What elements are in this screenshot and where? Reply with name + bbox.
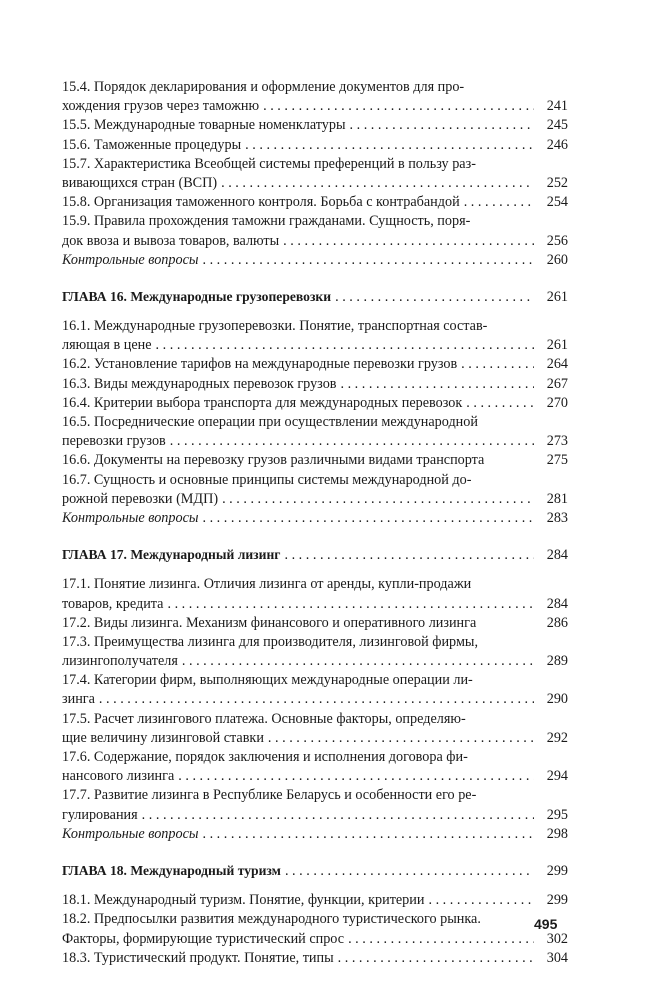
toc-line-text: 16.6. Документы на перевозку грузов различными видами транспорта <box>62 452 485 469</box>
leader-dots <box>461 355 534 374</box>
toc-line <box>62 116 568 135</box>
toc-entry <box>62 193 568 212</box>
toc-line <box>62 806 568 825</box>
toc-line <box>62 767 568 786</box>
toc-line-text: ГЛАВА 16. Международные грузоперевозки <box>62 288 332 304</box>
toc-line-text: 16.2. Установление тарифов на международные перевозки грузов <box>62 356 458 373</box>
toc-entry <box>62 116 568 135</box>
toc-page-number: 245 <box>546 117 568 134</box>
leader-dots <box>340 375 534 394</box>
leader-dots <box>263 97 534 116</box>
toc-line-text: 17.7. Развитие лизинга в Республике Беларусь и особенности его ре- <box>62 787 477 804</box>
toc-page-number: 264 <box>546 356 568 373</box>
toc-line-text: 15.4. Порядок декларирования и оформление документов для про- <box>62 79 465 95</box>
toc-line <box>62 375 568 394</box>
chapter-heading <box>62 287 568 306</box>
toc-entry <box>62 710 568 748</box>
toc-line-text: 17.5. Расчет лизингового платежа. Основные факторы, определяю- <box>62 710 466 727</box>
toc-page-number: 241 <box>546 98 568 115</box>
toc-line <box>62 575 568 594</box>
toc-line-text: 15.7. Характеристика Всеобщей системы преференций в пользу раз- <box>62 155 476 172</box>
toc-line <box>62 432 568 451</box>
toc-line-text: 16.3. Виды международных перевозок грузов <box>62 375 337 392</box>
toc-entry <box>62 394 568 413</box>
toc-page-number: 261 <box>546 288 568 305</box>
toc-line-text: 16.1. Международные грузоперевозки. Понятие, транспортная состав- <box>62 318 488 335</box>
toc-page-number: 267 <box>546 375 568 392</box>
toc-entry <box>62 614 568 633</box>
toc-line <box>62 174 568 193</box>
toc-line <box>62 786 568 805</box>
toc-line <box>62 97 568 116</box>
toc-line <box>62 949 568 968</box>
toc-line <box>62 652 568 671</box>
toc-line-text: лизингополучателя <box>62 653 178 670</box>
toc-line-text: вивающихся стран (ВСП) <box>62 174 218 191</box>
toc-line-text: 16.4. Критерии выбора транспорта для международных перевозок <box>62 394 463 411</box>
toc-line-text: перевозки грузов <box>62 433 166 450</box>
toc-page-number: 294 <box>546 768 568 785</box>
toc-entry <box>62 413 568 451</box>
toc-entry <box>62 212 568 250</box>
toc-entry <box>62 451 568 470</box>
toc-line <box>62 336 568 355</box>
toc-page-number: 273 <box>546 433 568 450</box>
toc-line-text: рожной перевозки (МДП) <box>62 490 219 507</box>
toc-page-number: 302 <box>546 930 568 947</box>
toc-line-text: хождения грузов через таможню <box>62 98 260 115</box>
toc-line <box>62 251 568 270</box>
toc-line <box>62 451 568 470</box>
toc-entry <box>62 78 568 116</box>
toc-line <box>62 471 568 490</box>
toc-page-number: 283 <box>546 509 568 526</box>
toc-line <box>62 930 568 949</box>
toc-line-text: док ввоза и вывоза товаров, валюты <box>62 232 280 249</box>
toc-page-number: 289 <box>546 653 568 670</box>
toc-line <box>62 490 568 509</box>
leader-dots <box>167 595 534 614</box>
toc-line-text: зинга <box>62 691 95 708</box>
toc-line-text: товаров, кредита <box>62 595 164 612</box>
toc-page-number: 284 <box>546 595 568 612</box>
toc-entry <box>62 375 568 394</box>
toc-page-number: 284 <box>546 547 568 564</box>
toc-line <box>62 729 568 748</box>
leader-dots <box>338 949 534 968</box>
toc-line-text: 18.2. Предпосылки развития международного туристического рынка. <box>62 911 481 928</box>
toc-line <box>62 394 568 413</box>
toc-line-text: 17.4. Категории фирм, выполняющих международные операции ли- <box>62 672 473 689</box>
toc-line <box>62 155 568 174</box>
toc-page-number: 281 <box>546 490 568 507</box>
toc-entry <box>62 136 568 155</box>
toc-line-text: ГЛАВА 17. Международный лизинг <box>62 547 281 563</box>
leader-dots <box>182 652 534 671</box>
leader-dots <box>284 546 534 565</box>
leader-dots <box>268 729 534 748</box>
toc-line-text: 15.5. Международные товарные номенклатуры <box>62 117 346 134</box>
toc-line <box>62 317 568 336</box>
toc-line-text: 15.8. Организация таможенного контроля. Борьба с контрабандой <box>62 194 460 211</box>
toc-line <box>62 710 568 729</box>
leader-dots <box>285 862 534 881</box>
toc-line-text: 15.6. Таможенные процедуры <box>62 136 242 153</box>
toc-line-text: Факторы, формирующие туристический спрос <box>62 930 345 947</box>
toc-page-number: 295 <box>546 806 568 823</box>
leader-dots <box>428 891 534 910</box>
toc-entry <box>62 910 568 948</box>
toc-page-number: 252 <box>546 174 568 191</box>
leader-dots <box>142 806 534 825</box>
toc-entry <box>62 633 568 671</box>
toc-entry <box>62 671 568 709</box>
toc-line <box>62 825 568 844</box>
chapter-heading <box>62 861 568 880</box>
review-questions-entry <box>62 825 568 844</box>
toc-entry <box>62 748 568 786</box>
chapter-heading <box>62 545 568 564</box>
toc-page-number: 275 <box>546 452 568 469</box>
toc-page-number: 299 <box>546 892 568 909</box>
toc-page-number: 299 <box>546 862 568 879</box>
toc-page-number: 290 <box>546 691 568 708</box>
toc-line <box>62 633 568 652</box>
leader-dots <box>335 288 534 307</box>
toc-line <box>62 355 568 374</box>
toc-page-number: 256 <box>546 232 568 249</box>
leader-dots <box>222 490 534 509</box>
toc-page-number: 286 <box>546 614 568 631</box>
toc-entry <box>62 949 568 968</box>
toc-line-text: ляющая в цене <box>62 337 152 354</box>
toc-line <box>62 287 568 306</box>
toc-line <box>62 78 568 97</box>
leader-dots <box>464 193 534 212</box>
toc-page-number: 260 <box>546 251 568 268</box>
toc-page-number: 261 <box>546 337 568 354</box>
toc-entry <box>62 471 568 509</box>
toc-line <box>62 690 568 709</box>
toc-line-text: 17.6. Содержание, порядок заключения и исполнения договора фи- <box>62 749 468 765</box>
toc-entry <box>62 575 568 613</box>
toc-line-text: щие величину лизинговой ставки <box>62 729 264 746</box>
toc-entry <box>62 891 568 910</box>
toc-line-text: 16.7. Сущность и основные принципы системы международной до- <box>62 471 472 488</box>
page-number: 495 <box>534 916 558 932</box>
table-of-contents <box>62 78 568 968</box>
toc-page-number: 270 <box>546 394 568 411</box>
toc-page-number: 292 <box>546 729 568 746</box>
leader-dots <box>466 394 534 413</box>
toc-line <box>62 509 568 528</box>
toc-line-text: 17.1. Понятие лизинга. Отличия лизинга от аренды, купли-продажи <box>62 576 472 593</box>
toc-entry <box>62 155 568 193</box>
toc-entry <box>62 786 568 824</box>
leader-dots <box>156 336 534 355</box>
toc-line-text: 16.5. Посреднические операции при осуществлении международной <box>62 414 478 430</box>
toc-line <box>62 232 568 251</box>
toc-line-text: Контрольные вопросы <box>62 509 199 526</box>
leader-dots <box>245 136 534 155</box>
toc-page-number: 246 <box>546 136 568 153</box>
toc-line <box>62 212 568 231</box>
toc-line-text: 17.3. Преимущества лизинга для производителя, лизинговой фирмы, <box>62 633 478 650</box>
toc-line-text: 15.9. Правила прохождения таможни гражданами. Сущность, поря- <box>62 213 471 230</box>
toc-line-text: Контрольные вопросы <box>62 251 199 268</box>
toc-line <box>62 193 568 212</box>
leader-dots <box>202 509 534 528</box>
toc-line <box>62 413 568 432</box>
toc-line <box>62 545 568 564</box>
leader-dots <box>221 174 534 193</box>
toc-page-number: 304 <box>546 949 568 966</box>
toc-line-text: 17.2. Виды лизинга. Механизм финансового и оперативного лизинга <box>62 614 477 631</box>
toc-line-text: 18.3. Туристический продукт. Понятие, типы <box>62 949 334 966</box>
toc-line-text: гулирования <box>62 806 138 823</box>
toc-line <box>62 910 568 929</box>
toc-line <box>62 748 568 767</box>
leader-dots <box>178 767 534 786</box>
leader-dots <box>350 116 534 135</box>
leader-dots <box>202 825 534 844</box>
toc-line-text: ГЛАВА 18. Международный туризм <box>62 862 281 878</box>
review-questions-entry <box>62 251 568 270</box>
review-questions-entry <box>62 509 568 528</box>
leader-dots <box>99 690 534 709</box>
toc-line-text: 18.1. Международный туризм. Понятие, функции, критерии <box>62 892 425 909</box>
toc-entry <box>62 317 568 355</box>
leader-dots <box>170 432 534 451</box>
leader-dots <box>348 930 534 949</box>
toc-line <box>62 671 568 690</box>
toc-page-number: 298 <box>546 825 568 842</box>
toc-entry <box>62 355 568 374</box>
toc-page-number: 254 <box>546 194 568 211</box>
toc-line <box>62 136 568 155</box>
toc-line <box>62 614 568 633</box>
toc-line <box>62 861 568 880</box>
toc-line <box>62 891 568 910</box>
toc-line-text: Контрольные вопросы <box>62 825 199 842</box>
leader-dots <box>283 232 534 251</box>
toc-line-text: нансового лизинга <box>62 768 175 785</box>
toc-line <box>62 595 568 614</box>
leader-dots <box>202 251 534 270</box>
